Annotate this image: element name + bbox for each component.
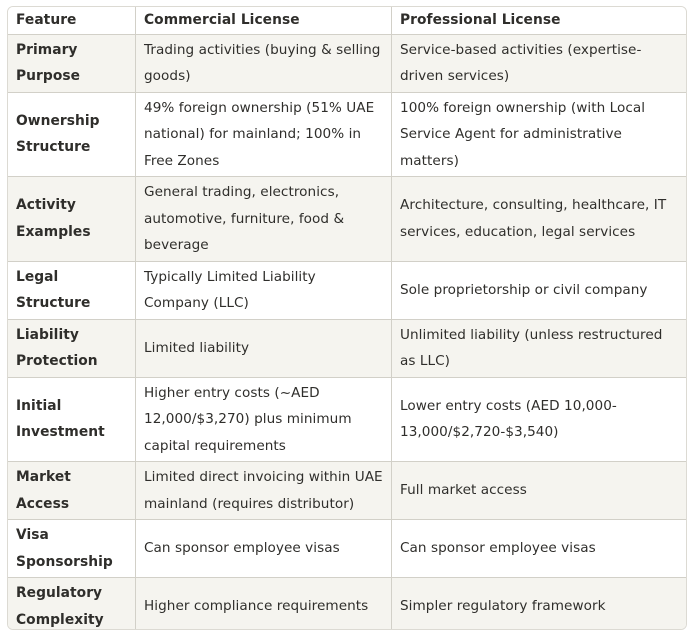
table-row xyxy=(8,319,688,377)
commercial-cell: Typically Limited Liability Company (LLC) xyxy=(136,261,392,319)
row-feature-cell: Legal Structure xyxy=(8,261,136,319)
table-header-row xyxy=(8,7,688,35)
professional-cell: Simpler regulatory framework xyxy=(392,578,688,631)
commercial-cell: Higher compliance requirements xyxy=(136,578,392,631)
row-feature-cell: Market Access xyxy=(8,462,136,520)
header-commercial-license: Commercial License xyxy=(136,7,392,35)
professional-cell: Full market access xyxy=(392,462,688,520)
commercial-cell: Trading activities (buying & selling goods) xyxy=(136,34,392,92)
professional-cell: Architecture, consulting, healthcare, IT services, education, legal services xyxy=(392,177,688,262)
row-feature-cell: Primary Purpose xyxy=(8,34,136,92)
commercial-cell: Limited liability xyxy=(136,319,392,377)
table-row xyxy=(8,462,688,520)
row-feature-cell: Initial Investment xyxy=(8,377,136,462)
row-feature-cell: Regulatory Complexity xyxy=(8,578,136,631)
header-feature: Feature xyxy=(8,7,136,35)
row-feature-cell: Activity Examples xyxy=(8,177,136,262)
table-row xyxy=(8,578,688,631)
professional-cell: Service-based activities (expertise-driven services) xyxy=(392,34,688,92)
table-row xyxy=(8,377,688,462)
row-feature-cell: Ownership Structure xyxy=(8,92,136,177)
commercial-cell: Can sponsor employee visas xyxy=(136,520,392,578)
row-feature-cell: Visa Sponsorship xyxy=(8,520,136,578)
table-row xyxy=(8,261,688,319)
professional-cell: Unlimited liability (unless restructured as LLC) xyxy=(392,319,688,377)
license-comparison-table xyxy=(7,6,687,630)
table-row xyxy=(8,177,688,262)
table-row xyxy=(8,520,688,578)
commercial-cell: Limited direct invoicing within UAE mainland (requires distributor) xyxy=(136,462,392,520)
commercial-cell: 49% foreign ownership (51% UAE national) for mainland; 100% in Free Zones xyxy=(136,92,392,177)
header-professional-license: Professional License xyxy=(392,7,688,35)
table-row xyxy=(8,34,688,92)
professional-cell: Sole proprietorship or civil company xyxy=(392,261,688,319)
commercial-cell: General trading, electronics, automotive, furniture, food & beverage xyxy=(136,177,392,262)
professional-cell: Lower entry costs (AED 10,000-13,000/$2,720-$3,540) xyxy=(392,377,688,462)
table-row xyxy=(8,92,688,177)
row-feature-cell: Liability Protection xyxy=(8,319,136,377)
professional-cell: 100% foreign ownership (with Local Service Agent for administrative matters) xyxy=(392,92,688,177)
professional-cell: Can sponsor employee visas xyxy=(392,520,688,578)
comparison-table-card xyxy=(7,6,687,630)
commercial-cell: Higher entry costs (~AED 12,000/$3,270) plus minimum capital requirements xyxy=(136,377,392,462)
